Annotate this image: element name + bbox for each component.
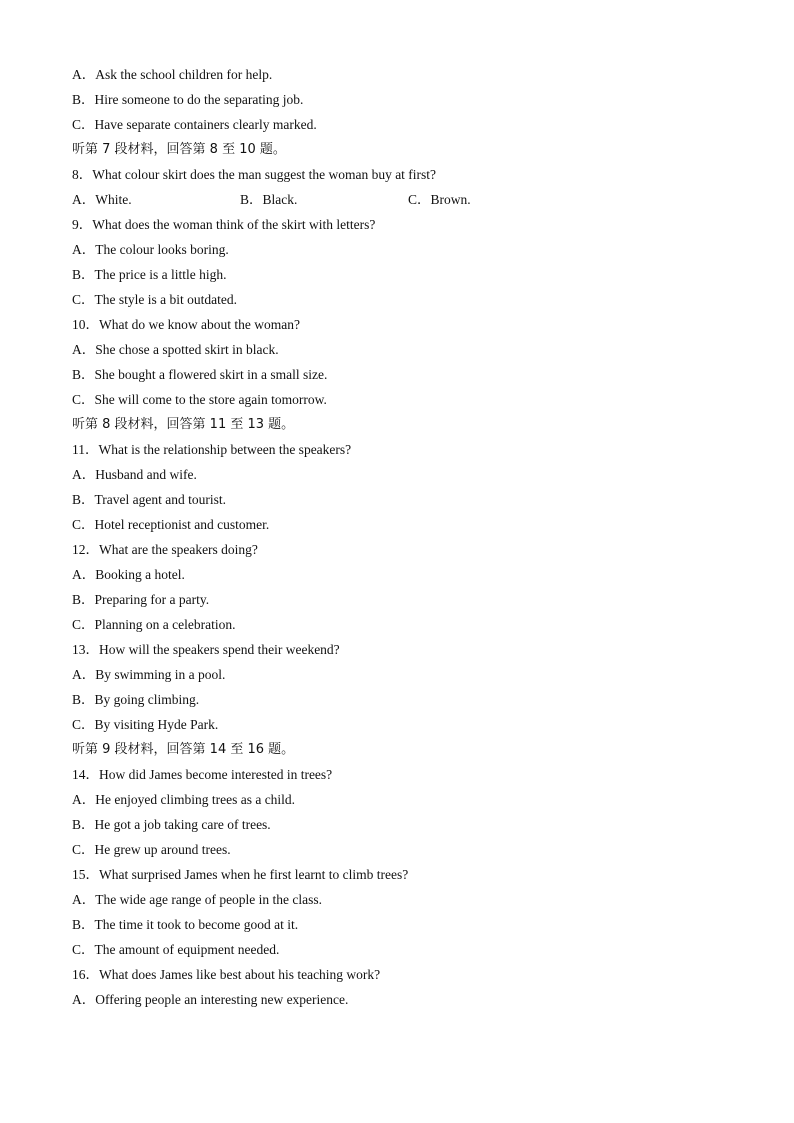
option-c: C．He grew up around trees. (72, 842, 231, 857)
option-c: C．The style is a bit outdated. (72, 292, 237, 307)
question-14: 14．How did James become interested in trees? (72, 767, 333, 782)
option-b: B．By going climbing. (72, 692, 200, 707)
option-c: C．Planning on a celebration. (72, 617, 236, 632)
option-a: A．Husband and wife. (72, 467, 197, 482)
section-heading-8: 听第 8 段材料，回答第 11 至 13 题。 (72, 417, 295, 432)
option-c: C．Hotel receptionist and customer. (72, 517, 270, 532)
option-b: B．The price is a little high. (72, 267, 227, 282)
option-a: A．The colour looks boring. (72, 242, 229, 257)
question-11: 11．What is the relationship between the speakers? (72, 442, 352, 457)
option-b: B．Preparing for a party. (72, 592, 210, 607)
question-15: 15．What surprised James when he first learnt to climb trees? (72, 867, 409, 882)
question-8: 8．What colour skirt does the man suggest the woman buy at first? (72, 167, 437, 182)
question-10: 10．What do we know about the woman? (72, 317, 300, 332)
option-b: B．The time it took to become good at it. (72, 917, 299, 932)
option-a: A．Offering people an interesting new experience. (72, 992, 349, 1007)
option-b: B．Travel agent and tourist. (72, 492, 226, 507)
option-a: A．By swimming in a pool. (72, 667, 226, 682)
document-content (72, 62, 732, 1012)
option-b: B．Black. (240, 192, 298, 207)
option-c: C．The amount of equipment needed. (72, 942, 280, 957)
section-heading-9: 听第 9 段材料，回答第 14 至 16 题。 (72, 742, 295, 757)
section-heading-7: 听第 7 段材料，回答第 8 至 10 题。 (72, 142, 286, 157)
question-8-options (72, 187, 732, 212)
option-a: A．The wide age range of people in the class. (72, 892, 323, 907)
question-12: 12．What are the speakers doing? (72, 542, 258, 557)
option-a: A．She chose a spotted skirt in black. (72, 342, 279, 357)
option-c: C．She will come to the store again tomorrow. (72, 392, 327, 407)
option-line: A．Ask the school children for help. (72, 67, 273, 82)
option-a: A．White. (72, 192, 132, 207)
option-c: C．By visiting Hyde Park. (72, 717, 219, 732)
option-b: B．She bought a flowered skirt in a small size. (72, 367, 328, 382)
option-line: B．Hire someone to do the separating job. (72, 92, 304, 107)
option-a: A．Booking a hotel. (72, 567, 185, 582)
question-13: 13．How will the speakers spend their weekend? (72, 642, 340, 657)
question-9: 9．What does the woman think of the skirt with letters? (72, 217, 376, 232)
question-16: 16．What does James like best about his teaching work? (72, 967, 381, 982)
option-c: C．Brown. (408, 192, 471, 207)
option-a: A．He enjoyed climbing trees as a child. (72, 792, 296, 807)
option-b: B．He got a job taking care of trees. (72, 817, 271, 832)
option-line: C．Have separate containers clearly marked. (72, 117, 317, 132)
